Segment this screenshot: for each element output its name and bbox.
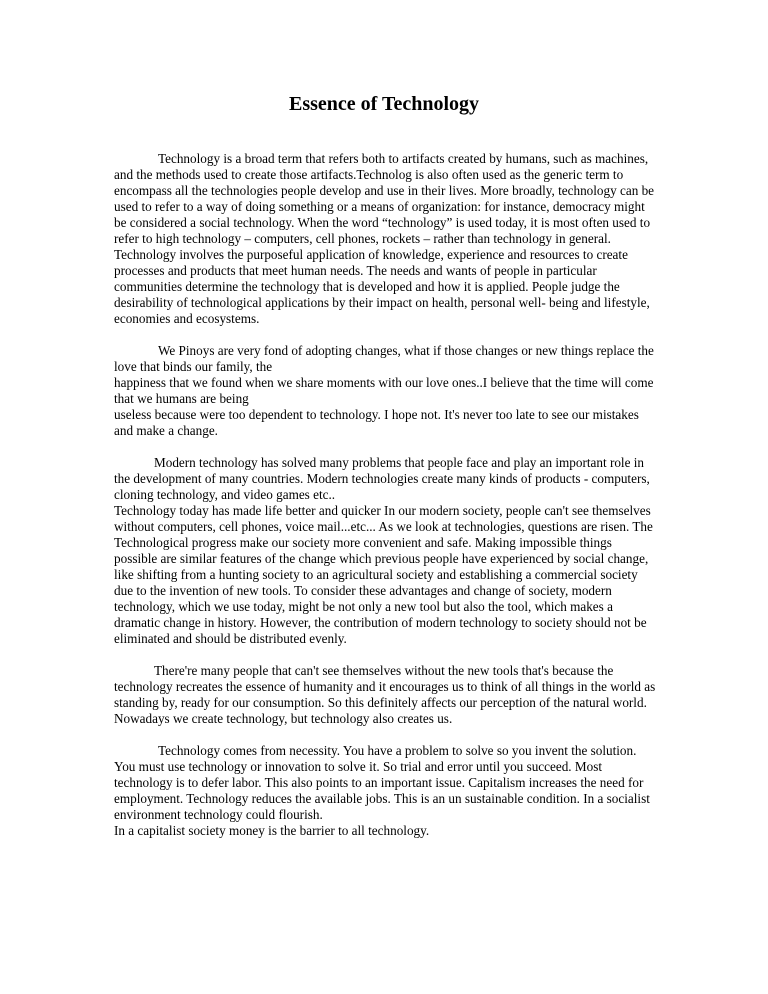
document-body	[114, 151, 658, 855]
paragraph-block-1	[114, 151, 658, 327]
paragraph: happiness that we found when we share moments with our love ones..I believe that the time will come that we humans are being	[114, 375, 654, 406]
paragraph: There're many people that can't see themselves without the new tools that's because the technology recreates the essence of humanity and it encourages us to think of all things in the world as standing by, ready for our consumption. So this definitely affects our perception of the natural world. Nowadays we create technology, but technology also creates us.	[114, 663, 656, 726]
paragraph: Technology comes from necessity. You have a problem to solve so you invent the solution. You must use technology or innovation to solve it. So trial and error until you succeed. Most technology is to defer labor. This also points to an important issue. Capitalism increases the need for employment. Technology reduces the available jobs. This is an un sustainable condition. In a socialist environment technology could flourish.	[114, 743, 650, 822]
document-title: Essence of Technology	[288, 93, 480, 115]
paragraph: We Pinoys are very fond of adopting changes, what if those changes or new things replace the love that binds our family, the	[114, 343, 654, 374]
paragraph: Technology is a broad term that refers both to artifacts created by humans, such as machines, and the methods used to create those artifacts.Technolog is also often used as the generic term to encompass all the technologies people develop and use in their lives. More broadly, technology can be used to refer to a way of doing something or a means of organization: for instance, democracy might be considered a social technology. When the word “technology” is used today, it is most often used to refer to high technology – computers, cell phones, rockets – rather than technology in general.	[114, 151, 655, 246]
paragraph: useless because were too dependent to technology. I hope not. It's never too late to see our mistakes and make a change.	[114, 407, 639, 438]
paragraph-block-5	[114, 743, 658, 839]
paragraph-block-4	[114, 663, 658, 727]
paragraph: Technology involves the purposeful application of knowledge, experience and resources to create processes and products that meet human needs. The needs and wants of people in particular communities determine the technology that is developed and how it is applied. People judge the desirability of technological applications by their impact on health, personal well- being and lifestyle, economies and ecosystems.	[114, 247, 650, 326]
paragraph-block-3	[114, 455, 658, 647]
paragraph: Technology today has made life better and quicker In our modern society, people can't see themselves without computers, cell phones, voice mail...etc... As we look at technologies, questions are risen. The Technological progress make our society more convenient and safe. Making impossible things possible are similar features of the change which previous people have experienced by social change, like shifting from a hunting society to an agricultural society and establishing a commercial society due to the invention of new tools. To consider these advantages and change of society, modern technology, which we use today, might be not only a new tool but also the tool, which makes a dramatic change in history. However, the contribution of modern technology to society should not be eliminated and should be distributed evenly.	[114, 503, 653, 646]
paragraph: In a capitalist society money is the barrier to all technology.	[114, 823, 430, 838]
paragraph: Modern technology has solved many problems that people face and play an important role in the development of many countries. Modern technologies create many kinds of products - computers, cloning technology, and video games etc..	[114, 455, 650, 502]
paragraph-block-2	[114, 343, 658, 439]
